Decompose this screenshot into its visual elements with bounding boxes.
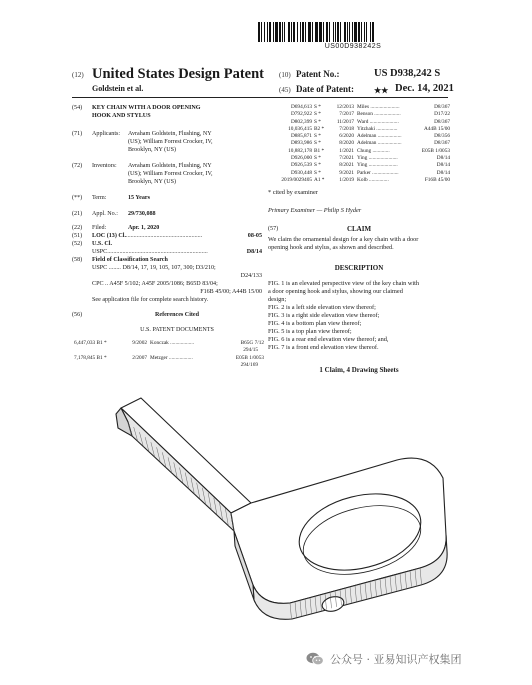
cited-number: D930,448: [290, 169, 312, 176]
cited-number: 10,882,178: [288, 147, 312, 154]
cited-name: Miles ......................: [357, 104, 400, 110]
cited-name: Ying ......................: [357, 155, 398, 162]
inventors-line-1: Avraham Goldstein, Flushing, NY: [128, 163, 212, 169]
references-cited-label: References Cited: [154, 312, 200, 318]
reference-number: 6,447,033 B1 *: [74, 340, 107, 346]
search-field-label: Field of Classification Search: [92, 257, 168, 263]
cited-number: D926,000: [290, 155, 312, 162]
cited-name: Benson ....................: [357, 111, 401, 118]
authors: Goldstein et al.: [92, 84, 144, 93]
primary-examiner: Primary Examiner — Philip S Hyder: [268, 207, 362, 214]
description-title: DESCRIPTION: [334, 264, 384, 272]
description-line: FIG. 4 is a bottom plan view thereof;: [268, 320, 362, 327]
cited-name: Ward ......................: [357, 118, 399, 125]
cited-date: 9/2021: [339, 169, 354, 176]
inid-52: (52): [72, 241, 83, 247]
inid-71: (71): [72, 131, 83, 137]
inid-21: (21): [72, 211, 83, 217]
inid-54: (54): [72, 105, 83, 111]
claims-sheets-count: 1 Claim, 4 Drawing Sheets: [319, 366, 399, 374]
inid-12: (12): [72, 71, 84, 79]
date-stars: ★★: [374, 86, 389, 95]
cited-date: 12/2013: [336, 104, 354, 110]
cited-class: D8/14: [436, 155, 450, 162]
description-line: design;: [268, 296, 287, 303]
claim-title: CLAIM: [346, 225, 372, 233]
cited-kind: S *: [314, 155, 321, 162]
cited-date: 8/2021: [339, 162, 354, 169]
cited-class: E05B 1/0053: [421, 147, 450, 154]
inid-51: (51): [72, 233, 83, 239]
reference-date: 9/2002: [132, 340, 147, 346]
cited-name: Adelman ..................: [357, 133, 402, 140]
inid-45: (45): [279, 86, 291, 94]
cited-number: D926,539: [290, 162, 312, 169]
inventors-line-3: Brooklyn, NY (US): [128, 179, 177, 185]
inventors-line-2: (US); William Forrest Crocker, IV,: [128, 171, 213, 177]
cited-name: Yitzhaki ................: [357, 125, 398, 132]
inid-58: (58): [72, 257, 83, 263]
cited-class: D8/14: [436, 162, 450, 169]
cited-class: D8/367: [434, 140, 450, 147]
reference-subclass: 294/15: [243, 347, 258, 354]
cited-kind: A1 *: [314, 176, 325, 183]
claim-line-2: opening hook and stylus, as shown and described.: [268, 244, 394, 251]
applicants-line-2: (US); William Forrest Crocker, IV,: [128, 139, 213, 145]
cited-kind: S *: [314, 118, 321, 125]
description-line: FIG. 2 is a left side elevation view thereof;: [268, 304, 376, 311]
cited-class: D8/367: [434, 104, 450, 110]
loc-class-value: 08-05: [247, 233, 262, 239]
cited-class: D8/14: [436, 169, 450, 176]
cited-class: D17/22: [434, 111, 450, 118]
filed-value: Apr. 1, 2020: [128, 225, 160, 231]
title-line-2: HOOK AND STYLUS: [92, 113, 151, 119]
barcode-text: US00D938242S: [324, 43, 382, 50]
inid-term: (**): [72, 195, 83, 201]
cited-kind: S *: [314, 104, 321, 110]
reference-number: 7,178,845 B1 *: [74, 354, 107, 361]
cited-number: D885,871: [290, 133, 312, 140]
patent-date: Dec. 14, 2021: [395, 83, 454, 94]
loc-class-label: LOC (13) Cl.: [92, 233, 127, 239]
applicants-line-1: Avraham Goldstein, Flushing, NY: [128, 131, 212, 137]
cited-name: Parker ....................: [357, 169, 399, 176]
description-line: FIG. 3 is a right side elevation view thereof;: [268, 312, 380, 319]
cited-number: D792,922: [290, 111, 312, 118]
hook-top-face: [121, 398, 251, 513]
cited-kind: S *: [314, 111, 321, 118]
cited-number: D694,613: [290, 104, 312, 110]
us-patent-documents-label: U.S. PATENT DOCUMENTS: [140, 327, 214, 333]
wechat-icon: [306, 652, 324, 666]
applicants-line-3: Brooklyn, NY (US): [128, 147, 177, 153]
description-line: a door opening hook and stylus, showing our claimed: [268, 288, 403, 295]
cited-by-examiner: * cited by examiner: [268, 189, 318, 196]
cited-number: 2019/0029405: [281, 176, 312, 183]
cited-kind: B1 *: [314, 147, 325, 154]
search-uspc: USPC ........ D8/14, 17, 19, 105, 107, 300; D3/210;: [92, 265, 216, 271]
search-cpc-cont: F16B 45/00; A44B 15/00: [200, 289, 262, 295]
appl-no-label: Appl. No.:: [92, 211, 118, 217]
reference-date: 2/2007: [132, 354, 147, 361]
patent-number: US D938,242 S: [374, 68, 441, 79]
cited-number: 10,036,415: [288, 125, 312, 132]
description-line: FIG. 7 is a front end elevation view thereof.: [268, 344, 379, 351]
cited-date: 7/2018: [339, 125, 354, 132]
inid-56: (56): [72, 312, 83, 318]
reference-class: B65G 7/12: [240, 340, 264, 346]
applicants-label: Applicants:: [92, 131, 121, 137]
cited-date: 6/2020: [339, 133, 354, 140]
appl-no-value: 29/730,088: [128, 211, 156, 217]
cited-date: 11/2017: [336, 118, 354, 125]
filed-label: Filed:: [92, 225, 107, 231]
cited-number: D802,399: [290, 118, 312, 125]
search-cpc: CPC .. A45F 5/102; A45F 2005/1086; B65D 83/04;: [92, 281, 218, 287]
cited-kind: S *: [314, 162, 321, 169]
cited-date: 1/2019: [339, 176, 354, 183]
watermark: [306, 651, 462, 667]
inid-10: (10): [279, 71, 291, 79]
description-line: FIG. 6 is a rear end elevation view thereof; and,: [268, 336, 389, 343]
hook-side-face: [121, 408, 234, 531]
term-value: 15 Years: [128, 195, 150, 201]
cited-name: Adelman ..................: [357, 140, 402, 147]
cited-date: 7/2021: [339, 155, 354, 162]
cited-kind: S *: [314, 133, 321, 140]
cited-kind: S *: [314, 140, 321, 147]
cited-date: 1/2021: [339, 147, 354, 154]
cited-kind: B2 *: [314, 125, 325, 132]
cited-name: Kolb ...............: [357, 176, 389, 183]
cited-class: D8/356: [434, 133, 450, 140]
inventors-label: Inventors:: [92, 163, 117, 169]
cited-date: 7/2017: [339, 111, 354, 118]
document-title: United States Design Patent: [92, 66, 264, 82]
reference-subclass: 294/169: [240, 361, 258, 368]
cited-number: D893,986: [290, 140, 312, 147]
us-class-label: U.S. Cl.: [92, 241, 112, 247]
inid-57: (57): [268, 226, 279, 232]
search-note: See application file for complete search history.: [92, 297, 209, 303]
reference-name: Metzger ..................: [150, 354, 193, 361]
cited-date: 8/2020: [339, 140, 354, 147]
title-line-1: KEY CHAIN WITH A DOOR OPENING: [92, 105, 201, 111]
uspc-value: D8/14: [246, 249, 262, 255]
claim-line-1: We claim the ornamental design for a key chain with a door: [268, 236, 419, 243]
inid-22: (22): [72, 225, 83, 231]
uspc-label: USPC: [92, 249, 108, 255]
term-label: Term:: [92, 195, 107, 201]
cited-name: Chung .............: [357, 147, 390, 154]
loc-class-leader: ..................................................: [126, 233, 203, 239]
date-label: Date of Patent:: [296, 84, 354, 94]
reference-class: E05B 1/0053: [235, 354, 264, 361]
reference-name: Konczak ..................: [150, 340, 194, 346]
cited-class: F16B 45/00: [424, 176, 450, 183]
cited-kind: S *: [314, 169, 321, 176]
cited-class: A44B 15/00: [423, 125, 450, 132]
patent-no-label: Patent No.:: [296, 69, 340, 79]
inid-72: (72): [72, 163, 83, 169]
cited-class: D8/367: [434, 118, 450, 125]
search-uspc-cont: D24/133: [240, 273, 262, 279]
cited-name: Ying ......................: [357, 162, 398, 169]
description-line: FIG. 5 is a top plan view thereof;: [268, 328, 352, 335]
watermark-text: 公众号 · 亚易知识产权集团: [330, 653, 462, 666]
description-line: FIG. 1 is an elevated perspective view of the key chain with: [268, 280, 420, 287]
uspc-leader: ..................................................................: [107, 249, 208, 255]
